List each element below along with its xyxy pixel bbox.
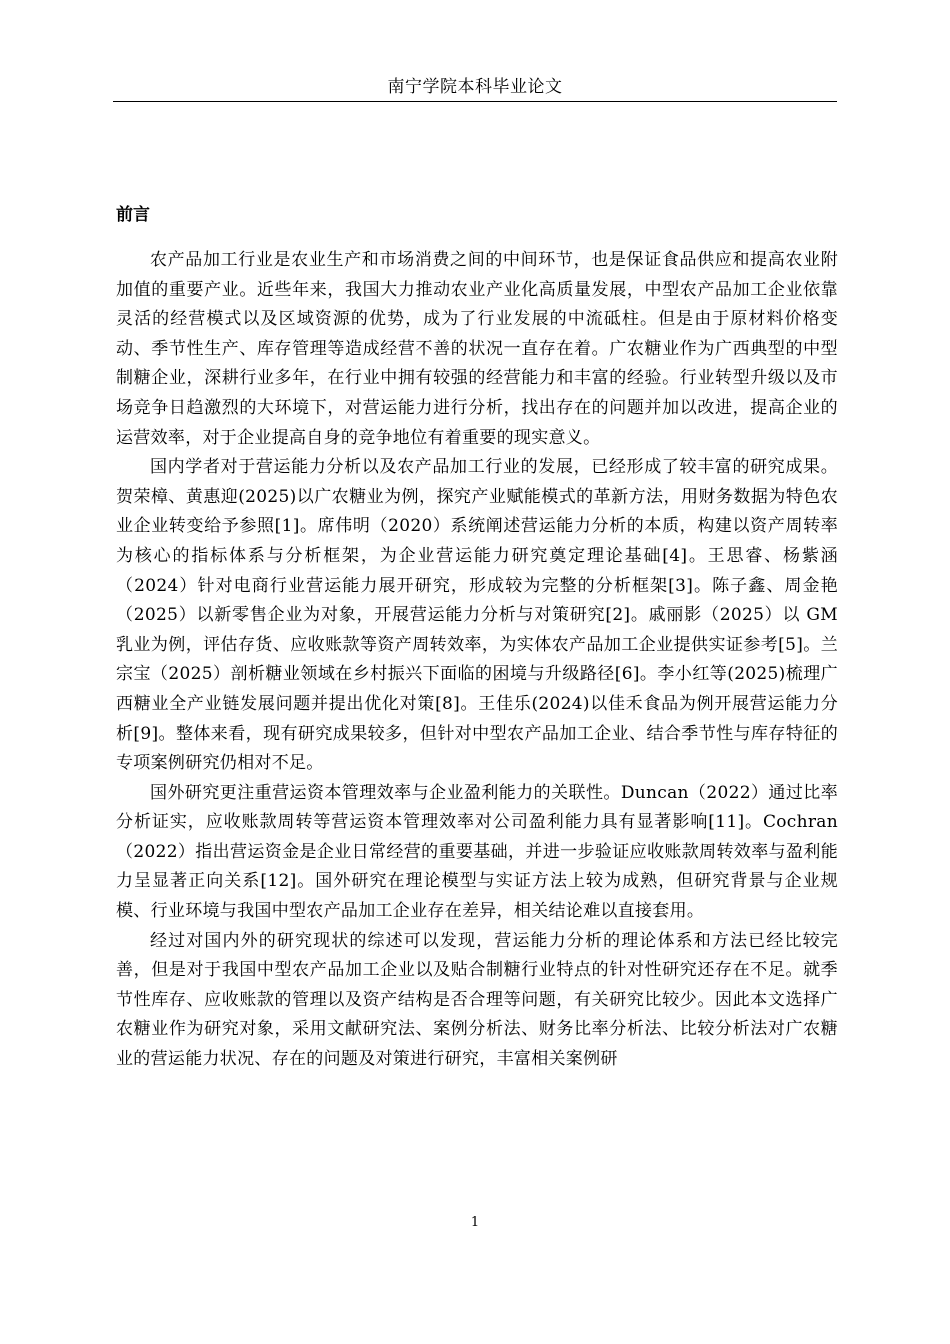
body-text — [116, 246, 838, 1075]
page-number: 1 — [470, 1215, 480, 1230]
paragraph: 经过对国内外的研究现状的综述可以发现，营运能力分析的理论体系和方法已经比较完善，但是对于我国中型农产品加工企业以及贴合制糖行业特点的针对性研究还存在不足。就季节性库存、应收账款的管理以及资产结构是否合理等问题，有关研究比较少。因此本文选择广农糖业作为研究对象，采用文献研究法、案例分析法、财务比率分析法、比较分析法对广农糖业的营运能力状况、存在的问题及对策进行研究，丰富相关案例研 — [116, 930, 838, 1070]
paragraph: 国外研究更注重营运资本管理效率与企业盈利能力的关联性。Duncan（2022）通过比率分析证实，应收账款周转等营运资本管理效率对公司盈利能力具有显著影响[11]。Cochran（2022）指出营运资金是企业日常经营的重要基础，并进一步验证应收账款周转效率与盈利能力呈显著正向关系[12]。国外研究在理论模型与实证方法上较为成熟，但研究背景与企业规模、行业环境与我国中型农产品加工企业存在差异，相关结论难以直接套用。 — [116, 782, 838, 922]
paragraph: 农产品加工行业是农业生产和市场消费之间的中间环节，也是保证食品供应和提高农业附加值的重要产业。近些年来，我国大力推动农业产业化高质量发展，中型农产品加工企业依靠灵活的经营模式以及区域资源的优势，成为了行业发展的中流砥柱。但是由于原材料价格变动、季节性生产、库存管理等造成经营不善的状况一直存在着。广农糖业作为广西典型的中型制糖企业，深耕行业多年，在行业中拥有较强的经营能力和丰富的经验。行业转型升级以及市场竞争日趋激烈的大环境下，对营运能力进行分析，找出存在的问题并加以改进，提高企业的运营效率，对于企业提高自身的竞争地位有着重要的现实意义。 — [116, 250, 838, 448]
header-divider — [113, 101, 837, 102]
paragraph: 国内学者对于营运能力分析以及农产品加工行业的发展，已经形成了较丰富的研究成果。贺荣樟、黄惠迎(2025)以广农糖业为例，探究产业赋能模式的革新方法，用财务数据为特色农业企业转变给予参照[1]。席伟明（2020）系统阐述营运能力分析的本质，构建以资产周转率为核心的指标体系与分析框架，为企业营运能力研究奠定理论基础[4]。王思睿、杨紫涵（2024）针对电商行业营运能力展开研究，形成较为完整的分析框架[3]。陈子鑫、周金艳（2025）以新零售企业为对象，开展营运能力分析与对策研究[2]。戚丽影（2025）以 GM 乳业为例，评估存货、应收账款等资产周转效率，为实体农产品加工企业提供实证参考[5]。兰宗宝（2025）剖析糖业领域在乡村振兴下面临的困境与升级路径[6]。李小红等(2025)梳理广西糖业全产业链发展问题并提出优化对策[8]。王佳乐(2024)以佳禾食品为例开展营运能力分析[9]。整体来看，现有研究成果较多，但针对中型农产品加工企业、结合季节性与库存特征的专项案例研究仍相对不足。 — [116, 457, 838, 774]
running-header: 南宁学院本科毕业论文 — [387, 77, 563, 97]
section-title: 前言 — [116, 205, 150, 225]
